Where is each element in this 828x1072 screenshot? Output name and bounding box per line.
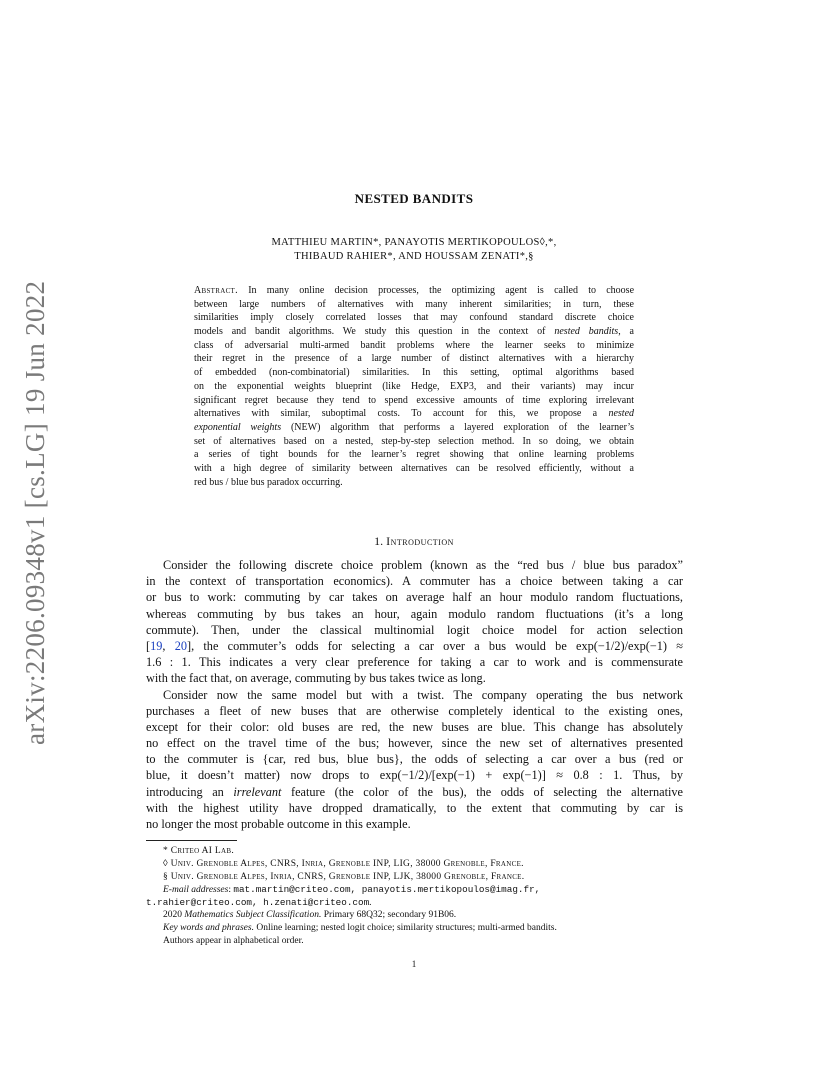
abstract-line: exponential weights (NEW) algorithm that performs a layered exploration of the learner’s: [194, 421, 634, 433]
authors-line-2: THIBAUD RAHIER*, AND HOUSSAM ZENATI*,§: [294, 251, 534, 262]
body-line: with the highest utility have dropped dramatically, to the extent that commuting by car is: [146, 800, 683, 815]
footnote-affiliation: § Univ. Grenoble Alpes, Inria, CNRS, Grenoble INP, LJK, 38000 Grenoble, France.: [163, 871, 525, 882]
citation-link[interactable]: 19: [150, 638, 163, 653]
body-line: blue, it doesn’t matter) now drops to exp(−1/2)/[exp(−1) + exp(−1)] ≈ 0.8 : 1. Thus, by: [146, 768, 683, 783]
body-line: whereas commuting by bus takes an hour, again modulo random fluctuations (it’s a long: [146, 606, 683, 621]
body-line: Consider the following discrete choice problem (known as the “red bus / blue bus paradox”: [163, 558, 683, 572]
body-line: 1.6 : 1. This indicates a very clear preference for taking a car to work and is commensurate: [146, 655, 683, 670]
body-line: to the commuter is {car, red bus, blue bus}, the odds of selecting a car over a bus (red or: [146, 752, 683, 767]
footnote-affiliation: * Criteo AI Lab.: [163, 846, 235, 856]
introduction-body: [146, 557, 683, 832]
body-line: with the fact that, on average, commuting by bus takes twice as long.: [146, 671, 486, 686]
arxiv-stamp: arXiv:2206.09348v1 [cs.LG] 19 Jun 2022: [20, 280, 50, 745]
abstract-line: between large numbers of alternatives with many inherent similarities; in turn, these: [194, 298, 634, 310]
authors-line-1: MATTHIEU MARTIN*, PANAYOTIS MERTIKOPOULOS◊,*,: [271, 237, 557, 248]
footnote-keywords: Key words and phrases. Online learning; nested logit choice; similarity structures; multi-armed bandits.: [163, 923, 557, 934]
section-heading: [0, 534, 828, 549]
footnote-rule: [146, 840, 237, 841]
abstract-line: alternatives with similar, suboptimal costs. To account for this, we propose a nested: [194, 408, 634, 420]
footnote-msc: 2020 Mathematics Subject Classification. Primary 68Q32; secondary 91B06.: [163, 910, 457, 921]
abstract-line: set of alternatives based on a nested, step-by-step selection method. In so doing, we obtain: [194, 435, 634, 447]
abstract-line: their regret in the presence of a large number of distinct alternatives with a hierarchy: [194, 353, 634, 365]
body-line: purchases a fleet of new buses that are otherwise completely identical to the existing ones,: [146, 703, 683, 718]
body-line: no longer the most probable outcome in this example.: [146, 817, 411, 831]
abstract-line: red bus / blue bus paradox occurring.: [194, 476, 343, 488]
abstract-line: Abstract. In many online decision processes, the optimizing agent is called to choose: [194, 285, 634, 296]
abstract-line: a series of tight bounds for the learner’s regret showing that online learning problems: [194, 449, 634, 461]
body-line: or bus to work: commuting by car takes on average half an hour modulo random fluctuations,: [146, 590, 683, 605]
section-title: Introduction: [386, 534, 454, 548]
abstract-line: similarities imply closely correlated losses that may confound standard discrete choice: [194, 312, 634, 324]
body-line: except for their color: old buses are red, the new buses are blue. This change has absolutely: [146, 719, 683, 734]
footnote-emails: E-mail addresses: mat.martin@criteo.com, panayotis.mertikopoulos@imag.fr,: [163, 883, 541, 895]
footnote-emails-cont: t.rahier@criteo.com, h.zenati@criteo.com.: [146, 896, 372, 908]
body-line: [19, 20], the commuter’s odds for selecting a car over a bus would be exp(−1/2)/exp(−1) ≈: [146, 638, 683, 653]
abstract-line: of embedded (non-combinatorial) similarities. In this setting, optimal algorithms based: [194, 367, 634, 379]
abstract-line: with a high degree of similarity between alternatives can be resolved efficiently, without a: [194, 462, 634, 474]
abstract-line: on the exponential weights blueprint (like Hedge, EXP3, and their variants) may incur: [194, 380, 634, 392]
email-links[interactable]: t.rahier@criteo.com, h.zenati@criteo.com: [146, 896, 370, 908]
body-line: in the context of transportation economics). A commuter has a choice between taking a car: [146, 574, 683, 589]
citation-link[interactable]: 20: [174, 638, 187, 653]
abstract: [194, 284, 634, 489]
body-line: no effect on the travel time of the bus; however, since the new set of alternatives presented: [146, 736, 683, 751]
body-line: introducing an irrelevant feature (the color of the bus), the odds of selecting the alternative: [146, 784, 683, 799]
abstract-line: models and bandit algorithms. We study this question in the context of nested bandits, a: [194, 326, 634, 338]
nested-bandits-term: nested bandits: [554, 326, 619, 338]
footnote-affiliation: ◊ Univ. Grenoble Alpes, CNRS, Inria, Grenoble INP, LIG, 38000 Grenoble, France.: [163, 858, 524, 869]
abstract-line: significant regret because they tend to spend excessive amounts of time exploring irrelevant: [194, 394, 634, 406]
email-links[interactable]: mat.martin@criteo.com, panayotis.mertikopoulos@imag.fr,: [233, 883, 541, 895]
authors-block: [0, 236, 828, 264]
abstract-line: class of adversarial multi-armed bandit problems where the learner seeks to minimize: [194, 339, 634, 351]
abstract-label: Abstract.: [194, 285, 238, 296]
section-number: 1.: [374, 534, 384, 548]
footnote-alphabetical: Authors appear in alphabetical order.: [163, 936, 304, 947]
body-line: Consider now the same model but with a twist. The company operating the bus network: [163, 687, 683, 702]
page-number: 1: [411, 959, 417, 969]
footnotes: [146, 845, 683, 948]
paper-title: NESTED BANDITS: [354, 191, 474, 206]
body-line: commute). Then, under the classical multinomial logit choice model for action selection: [146, 622, 683, 637]
